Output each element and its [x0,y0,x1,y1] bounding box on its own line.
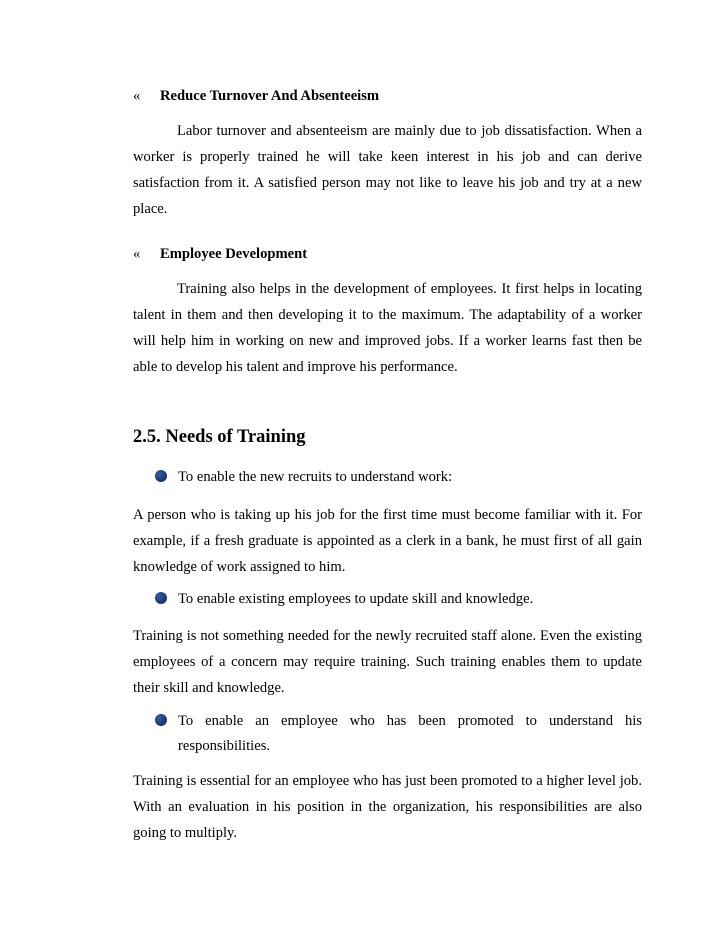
paragraph-new-recruits: A person who is taking up his job for the first time must become familiar with it. For example, if a fresh graduate is appointed as a clerk in a bank, he must first of all gain knowledge of work assigned to him. [133,507,642,575]
paragraph-existing-employees: Training is not something needed for the newly recruited staff alone. Even the existing employees of a concern may require training. Such training enables them to update their skill and knowledge. [133,628,642,696]
bullet-item [155,587,642,612]
paragraph-employee-development: Training also helps in the development of employees. It first helps in locating talent in them and then developing it to the maximum. The adaptability of a worker will help him in working on new and improved jobs. If a worker learns fast then be able to develop his talent and improve his performance. [133,281,642,375]
paragraph-promoted-employee: Training is essential for an employee who has just been promoted to a higher level job. With an evaluation in his position in the organization, his responsibilities are also going to multiply. [133,773,642,841]
subheading-reduce-turnover [133,86,379,106]
bullet-text: To enable the new recruits to understand work: [178,469,453,485]
bullet-dot-icon [155,714,167,726]
section-heading-needs-of-training: 2.5. Needs of Training [133,427,306,447]
paragraph-reduce-turnover: Labor turnover and absenteeism are mainly due to job dissatisfaction. When a worker is properly trained he will take keen interest in his job and can derive satisfaction from it. A satisfied person may not like to leave his job and try at a new place. [133,123,642,217]
subheading-marker: « [133,246,141,262]
bullet-item [155,709,642,759]
bullet-text: To enable existing employees to update skill and knowledge. [178,591,534,607]
bullet-dot-icon [155,592,167,604]
subheading-text: Reduce Turnover And Absenteeism [160,88,380,104]
subheading-employee-development [133,244,307,264]
bullet-dot-icon [155,470,167,482]
subheading-text: Employee Development [160,246,308,262]
bullet-item [155,465,642,490]
bullet-text: To enable an employee who has been promoted to understand his responsibilities. [178,713,642,754]
subheading-marker: « [133,88,141,104]
